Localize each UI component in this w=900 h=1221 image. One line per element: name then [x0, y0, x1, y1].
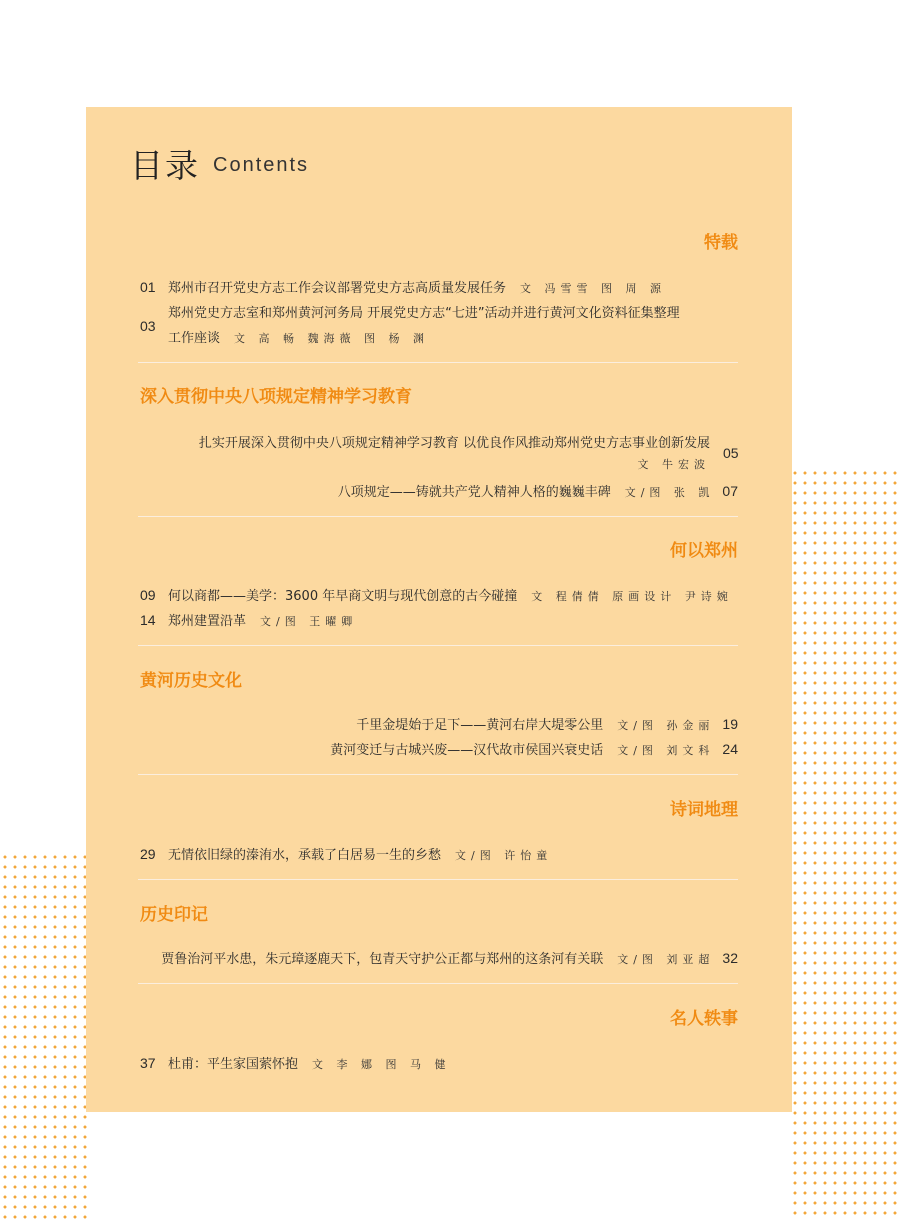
- page-number: 29: [140, 846, 156, 862]
- section-divider: [138, 983, 738, 984]
- toc-entry[interactable]: [140, 585, 733, 604]
- toc-entry[interactable]: [140, 277, 666, 296]
- toc-entry[interactable]: [161, 948, 738, 967]
- section-title-lishi: 历史印记: [140, 905, 208, 925]
- entry-title: 黄河变迁与古城兴废——汉代故市侯国兴衰史话: [330, 743, 604, 758]
- section-title-baxiang: 深入贯彻中央八项规定精神学习教育: [140, 387, 412, 407]
- section-divider: [138, 516, 738, 517]
- entry-title: 贾鲁治河平水患，朱元璋逐鹿天下，包青天守护公正都与郑州的这条河有关联: [161, 952, 604, 967]
- page-number: 07: [722, 483, 738, 499]
- page-number: 37: [140, 1055, 156, 1071]
- entry-title: 郑州市召开党史方志工作会议部署党史方志高质量发展任务: [168, 281, 507, 296]
- toc-entry-credit-row: [624, 456, 711, 472]
- entry-credit: 文/图 孙金丽: [617, 719, 715, 732]
- entry-credit: 文 李 娜 图 马 健: [312, 1058, 451, 1071]
- page-number: 19: [722, 716, 738, 732]
- entry-credit: 文 冯雪雪 图 周 源: [520, 282, 667, 295]
- entry-title: 扎实开展深入贯彻中央八项规定精神学习教育 以优良作风推动郑州党史方志事业创新发展: [198, 436, 710, 451]
- toc-entry[interactable]: [140, 1053, 451, 1072]
- page-number: 14: [140, 612, 156, 628]
- entry-credit: 文/图 张 凯: [624, 486, 715, 499]
- section-title-mingren: 名人轶事: [670, 1009, 738, 1029]
- section-divider: [138, 645, 738, 646]
- section-title-heyi: 何以郑州: [670, 541, 738, 561]
- entry-title: 郑州建置沿革: [168, 614, 247, 629]
- section-divider: [138, 362, 738, 363]
- entry-title: 千里金堤始于足下——黄河右岸大堤零公里: [356, 718, 604, 733]
- toc-entry[interactable]: [199, 432, 710, 451]
- toc-entry[interactable]: [140, 844, 552, 863]
- entry-title-line1: 郑州党史方志室和郑州黄河河务局 开展党史方志“七进”活动并进行黄河文化资料征集整理: [168, 306, 680, 321]
- section-title-shici: 诗词地理: [670, 800, 738, 820]
- toc-entry[interactable]: [330, 739, 738, 758]
- page-number: 01: [140, 279, 156, 295]
- page-title-english: Contents: [213, 154, 310, 176]
- page-number: 24: [722, 741, 738, 757]
- page-title: 目录: [130, 146, 200, 185]
- toc-entry[interactable]: [168, 302, 680, 321]
- entry-credit: 文/图 许怡童: [455, 849, 553, 862]
- page-number: 09: [140, 587, 156, 603]
- section-divider: [138, 879, 738, 880]
- dot-pattern-left: [0, 852, 88, 1221]
- toc-entry[interactable]: [356, 714, 738, 733]
- dot-pattern-right: [790, 468, 900, 1221]
- entry-credit: 文 高 畅 魏海薇 图 杨 渊: [234, 332, 429, 345]
- page-number: 05: [723, 445, 739, 461]
- section-title-teizai: 特载: [704, 233, 738, 253]
- entry-title: 何以商都——美学：3600 年早商文明与现代创意的古今碰撞: [168, 589, 518, 604]
- toc-entry-continued[interactable]: [168, 327, 429, 346]
- entry-title-line2: 工作座谈: [168, 331, 221, 346]
- entry-title: 杜甫：平生家国萦怀抱: [168, 1057, 299, 1072]
- toc-entry[interactable]: [338, 481, 738, 500]
- entry-credit: 文 牛宏波: [637, 458, 710, 471]
- entry-credit: 文 程倩倩 原画设计 尹诗婉: [531, 590, 733, 603]
- entry-credit: 文/图 王曜卿: [260, 615, 358, 628]
- toc-entry[interactable]: [140, 610, 357, 629]
- entry-credit: 文/图 刘亚超: [617, 953, 715, 966]
- section-title-huanghe: 黄河历史文化: [140, 671, 242, 691]
- section-divider: [138, 774, 738, 775]
- entry-title: 无情依旧绿的溱洧水，承载了白居易一生的乡愁: [168, 848, 442, 863]
- page-number: 03: [140, 318, 156, 334]
- page-number: 32: [722, 950, 738, 966]
- entry-credit: 文/图 刘文科: [617, 744, 715, 757]
- entry-title: 八项规定——铸就共产党人精神人格的巍巍丰碑: [337, 485, 611, 500]
